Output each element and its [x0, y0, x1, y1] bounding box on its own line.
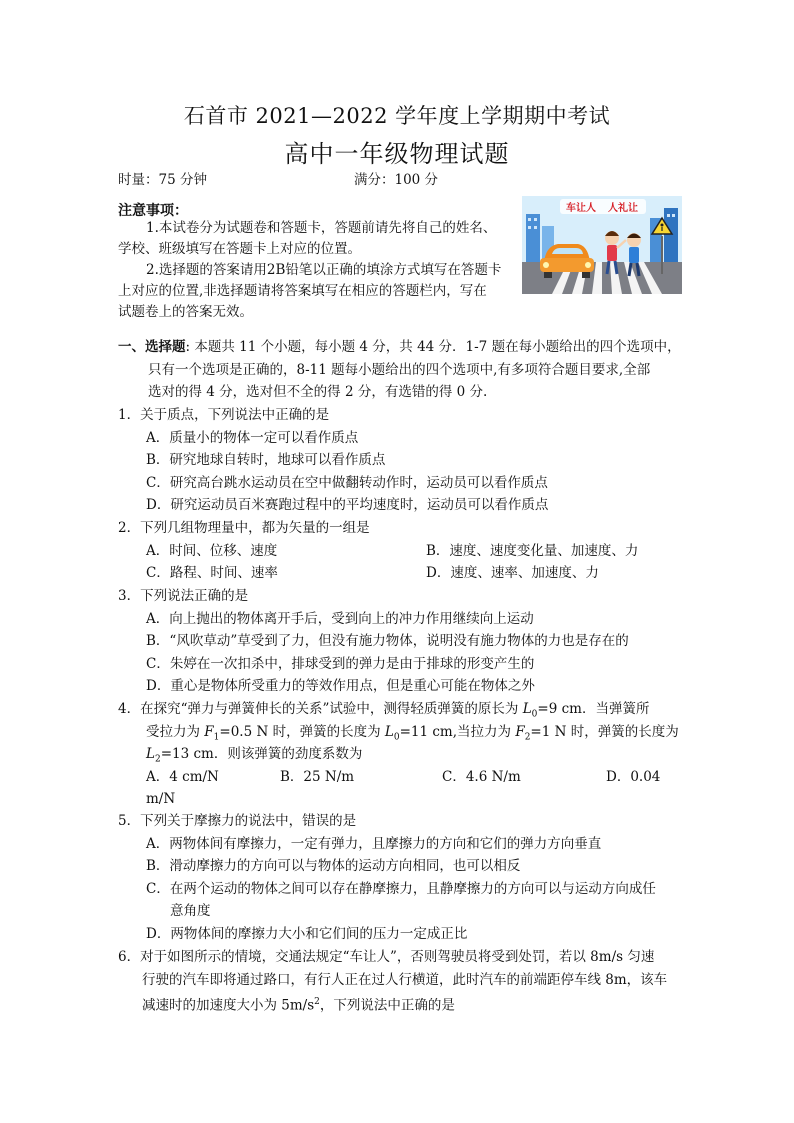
q1-option-b: B．研究地球自转时，地球可以看作质点	[146, 452, 386, 469]
q2-option-b: B．速度、速度变化量、加速度、力	[426, 542, 639, 559]
q4-text: 4．在探究“弹力与弹簧伸长的关系”试验中，测得轻质弹簧的原长为	[118, 701, 523, 717]
notice-item2-line3: 试题卷上的答案无效。	[118, 304, 253, 320]
q6-text: ，下列说法中正确的是	[319, 997, 455, 1014]
q4-option-d: D．0.04	[606, 768, 661, 785]
q3-option-a: A．向上抛出的物体离开手后，受到向上的冲力作用继续向上运动	[146, 610, 534, 627]
q2-option-d: D．速度、速率、加速度、力	[426, 565, 599, 582]
q4-symbol: F	[204, 723, 214, 740]
exam-title: 石首市 2021—2022 学年度上学期期中考试	[183, 104, 611, 128]
q4-symbol: L	[522, 701, 532, 717]
q1-stem: 1．关于质点，下列说法中正确的是	[118, 407, 330, 423]
q4-text: =9 cm．当弹簧所	[537, 701, 650, 717]
section1-line1: : 本题共 11 个小题，每小题 4 分，共 44 分．1-7 题在每小题给出的四个选项中，	[185, 339, 681, 355]
q2-stem: 2．下列几组物理量中，都为矢量的一组是	[118, 520, 370, 536]
section1-line2: 只有一个选项是正确的，8-11 题每小题给出的四个选项中,有多项符合题目要求,全部	[148, 361, 651, 378]
q3-option-d: D．重心是物体所受重力的等效作用点，但是重心可能在物体之外	[146, 678, 535, 695]
q4-subscript: 2	[524, 732, 531, 743]
q6-line1: 6．对于如图所示的情境，交通法规定“车让人”，否则驾驶员将受到处罚，若以 8m/s 匀速	[118, 949, 655, 965]
q6-line2: 行驶的汽车即将通过路口，有行人正在过人行横道，此时汽车的前端距停车线 8m，该车	[142, 971, 668, 988]
q2-option-c: C．路程、时间、速率	[146, 565, 278, 582]
q5-stem: 5．下列关于摩擦力的说法中，错误的是	[118, 813, 357, 829]
notice-item2-line2: 上对应的位置,非选择题请将答案填写在相应的答题栏内，写在	[118, 283, 487, 299]
q4-subscript: 0	[531, 709, 538, 720]
exam-time: 时量：75 分钟	[118, 172, 207, 188]
q4-subscript: 0	[393, 732, 400, 743]
notice-title: 注意事项：	[118, 203, 188, 219]
q2-option-a: A．时间、位移、速度	[146, 542, 278, 559]
q4-option-d-cont: m/N	[146, 791, 176, 808]
exam-score: 满分：100 分	[354, 172, 439, 188]
traffic-illustration	[522, 196, 682, 294]
notice-body	[118, 218, 510, 323]
notice-item1-line2: 学校、班级填写在答题卡上对应的位置。	[118, 241, 361, 257]
exam-subtitle: 高中一年级物理试题	[284, 140, 510, 168]
q1-option-c: C．研究高台跳水运动员在空中做翻转动作时，运动员可以看作质点	[146, 474, 548, 491]
notice-item1-line1: 1.本试卷分为试题卷和答题卡，答题前请先将自己的姓名、	[146, 220, 497, 236]
section1-line3: 选对的得 4 分，选对但不全的得 2 分，有选错的得 0 分.	[148, 384, 488, 401]
q4-text: =1 N 时，弹簧的长度为	[530, 723, 679, 740]
q3-stem: 3．下列说法正确的是	[118, 588, 249, 604]
q5-option-b: B．滑动摩擦力的方向可以与物体的运动方向相同，也可以相反	[146, 858, 521, 875]
q4-symbol: L	[384, 723, 394, 740]
q3-option-b: B．“风吹草动”草受到了力，但没有施力物体，说明没有施力物体的力也是存在的	[146, 633, 629, 650]
q5-option-a: A．两物体间有摩擦力，一定有弹力，且摩擦力的方向和它们的弹力方向垂直	[146, 835, 602, 852]
q4-option-a: A．4 cm/N	[146, 768, 219, 785]
q6-superscript: 2	[314, 997, 320, 1008]
section1-label: 一、选择题	[118, 339, 186, 355]
q5-option-c-line1: C．在两个运动的物体之间可以存在静摩擦力，且静摩擦力的方向可以与运动方向成任	[146, 880, 656, 897]
q5-option-c-line2: 意角度	[170, 903, 211, 920]
q1-option-d: D．研究运动员百米赛跑过程中的平均速度时，运动员可以看作质点	[146, 497, 549, 514]
q4-text: =0.5 N 时，弹簧的长度为	[219, 723, 385, 740]
q4-option-c: C．4.6 N/m	[442, 768, 521, 785]
q4-text: 受拉力为	[146, 723, 205, 740]
notice-item2-line1: 2.选择题的答案请用2B铅笔以正确的填涂方式填写在答题卡	[146, 262, 502, 278]
q5-option-d: D．两物体间的摩擦力大小和它们间的压力一定成正比	[146, 926, 468, 942]
q4-subscript: 2	[154, 754, 161, 765]
q1-option-a: A．质量小的物体一定可以看作质点	[146, 429, 359, 446]
q4-text: =13 cm．则该弹簧的劲度系数为	[160, 746, 363, 763]
q4-subscript: 1	[213, 732, 220, 743]
q4-option-b: B．25 N/m	[280, 768, 355, 785]
q4-text: =11 cm,当拉力为	[399, 723, 516, 740]
illustration-caption-left: 车让人	[566, 203, 596, 214]
illustration-caption-right: 人礼让	[608, 203, 638, 214]
q4-symbol: F	[515, 723, 525, 740]
q6-text: 减速时的加速度大小为 5m/s	[142, 997, 315, 1014]
q3-option-c: C．朱婷在一次扣杀中，排球受到的弹力是由于排球的形变产生的	[146, 655, 535, 672]
q4-symbol: L	[146, 746, 155, 763]
q6-line3	[142, 991, 455, 1017]
